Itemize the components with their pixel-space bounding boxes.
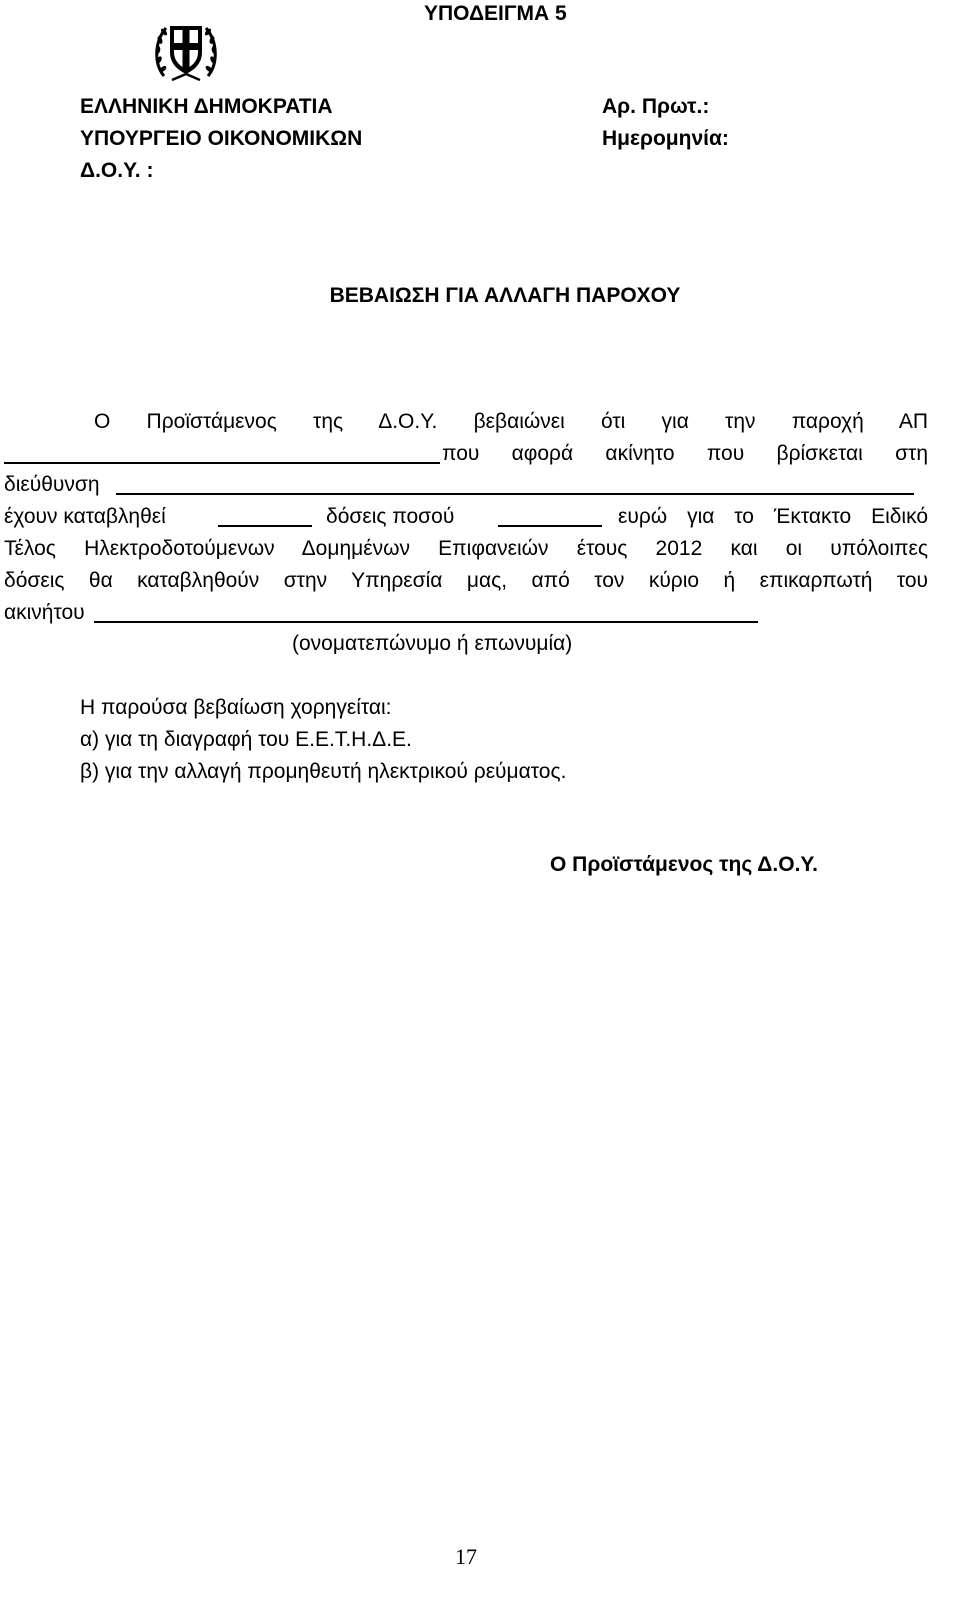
page-number: 17 xyxy=(455,1544,477,1569)
word: επικαρπωτή xyxy=(759,569,873,592)
owner-name-caption: (ονοματεπώνυμο ή επωνυμία) xyxy=(292,632,573,655)
word: κύριο xyxy=(648,569,700,592)
word: και xyxy=(730,537,758,560)
word: την xyxy=(725,410,756,433)
word: από xyxy=(531,569,570,592)
word: που xyxy=(706,442,745,465)
amount-label: δόσεις ποσού xyxy=(326,505,455,528)
blank-amount xyxy=(498,525,602,527)
header-tax-office: Δ.Ο.Υ. : xyxy=(80,159,154,182)
word: υπόλοιπες xyxy=(830,537,929,560)
word: ή xyxy=(723,569,736,592)
word: για xyxy=(687,505,715,528)
word: στη xyxy=(895,442,929,465)
word: Ειδικό xyxy=(871,505,929,528)
word: τον xyxy=(594,569,625,592)
coat-of-arms-icon xyxy=(150,16,222,86)
word: βεβαιώνει xyxy=(473,410,565,433)
header-protocol-number: Αρ. Πρωτ.: xyxy=(602,95,710,118)
word: παροχή xyxy=(791,410,864,433)
word: Δ.Ο.Υ. xyxy=(378,410,438,433)
word: ότι xyxy=(601,410,626,433)
word: το xyxy=(734,505,754,528)
header-country: ΕΛΛΗΝΙΚΗ ΔΗΜΟΚΡΑΤΙΑ xyxy=(80,95,333,118)
property-label: ακινήτου xyxy=(4,601,85,624)
word: Ο xyxy=(94,410,111,433)
word: που xyxy=(442,442,480,465)
word: Υπηρεσία xyxy=(351,569,443,592)
word: ευρώ xyxy=(618,505,668,528)
word: Τέλος xyxy=(4,537,56,560)
header-ministry: ΥΠΟΥΡΓΕΙΟ ΟΙΚΟΝΟΜΙΚΩΝ xyxy=(80,127,363,150)
word: ΑΠ xyxy=(898,410,929,433)
word: για xyxy=(661,410,689,433)
document-title: ΒΕΒΑΙΩΣΗ ΓΙΑ ΑΛΛΑΓΗ ΠΑΡΟΧΟΥ xyxy=(329,284,681,307)
body-line-6 xyxy=(4,569,928,593)
issuance-item-a: α) για τη διαγραφή του Ε.Ε.Τ.Η.Δ.Ε. xyxy=(80,728,412,751)
paid-label: έχουν καταβληθεί xyxy=(4,505,166,528)
word: στην xyxy=(283,569,328,592)
word: Επιφανειών xyxy=(438,537,549,560)
header-date: Ημερομηνία: xyxy=(602,127,729,150)
body-line-5 xyxy=(4,537,928,561)
body-line-1 xyxy=(94,410,928,434)
word: Έκτακτο xyxy=(773,505,852,528)
word: αφορά xyxy=(511,442,574,465)
word: ακίνητο xyxy=(605,442,675,465)
word: θα xyxy=(88,569,113,592)
word: οι xyxy=(785,537,803,560)
word: 2012 xyxy=(655,537,703,560)
signature-title: Ο Προϊστάμενος της Δ.Ο.Υ. xyxy=(550,853,818,876)
word: Δομημένων xyxy=(301,537,410,560)
word: μας, xyxy=(466,569,508,592)
word: βρίσκεται xyxy=(776,442,863,465)
body-line-4-tail xyxy=(618,505,928,529)
body-line-2 xyxy=(442,442,928,466)
blank-owner-name xyxy=(94,621,758,623)
address-label: διεύθυνση xyxy=(4,473,100,496)
word: έτους xyxy=(576,537,628,560)
blank-installments xyxy=(218,525,312,527)
blank-address xyxy=(116,493,914,495)
blank-ap-number xyxy=(4,462,440,464)
word: Ηλεκτροδοτούμενων xyxy=(84,537,275,560)
issuance-item-b: β) για την αλλαγή προμηθευτή ηλεκτρικού ρεύματος. xyxy=(80,760,567,783)
word: του xyxy=(896,569,929,592)
word: καταβληθούν xyxy=(137,569,260,592)
word: της xyxy=(313,410,344,433)
issuance-intro: Η παρούσα βεβαίωση χορηγείται: xyxy=(80,696,392,719)
word: δόσεις xyxy=(4,569,65,592)
word: Προϊστάμενος xyxy=(146,410,277,433)
template-label: ΥΠΟΔΕΙΓΜΑ 5 xyxy=(424,2,567,25)
